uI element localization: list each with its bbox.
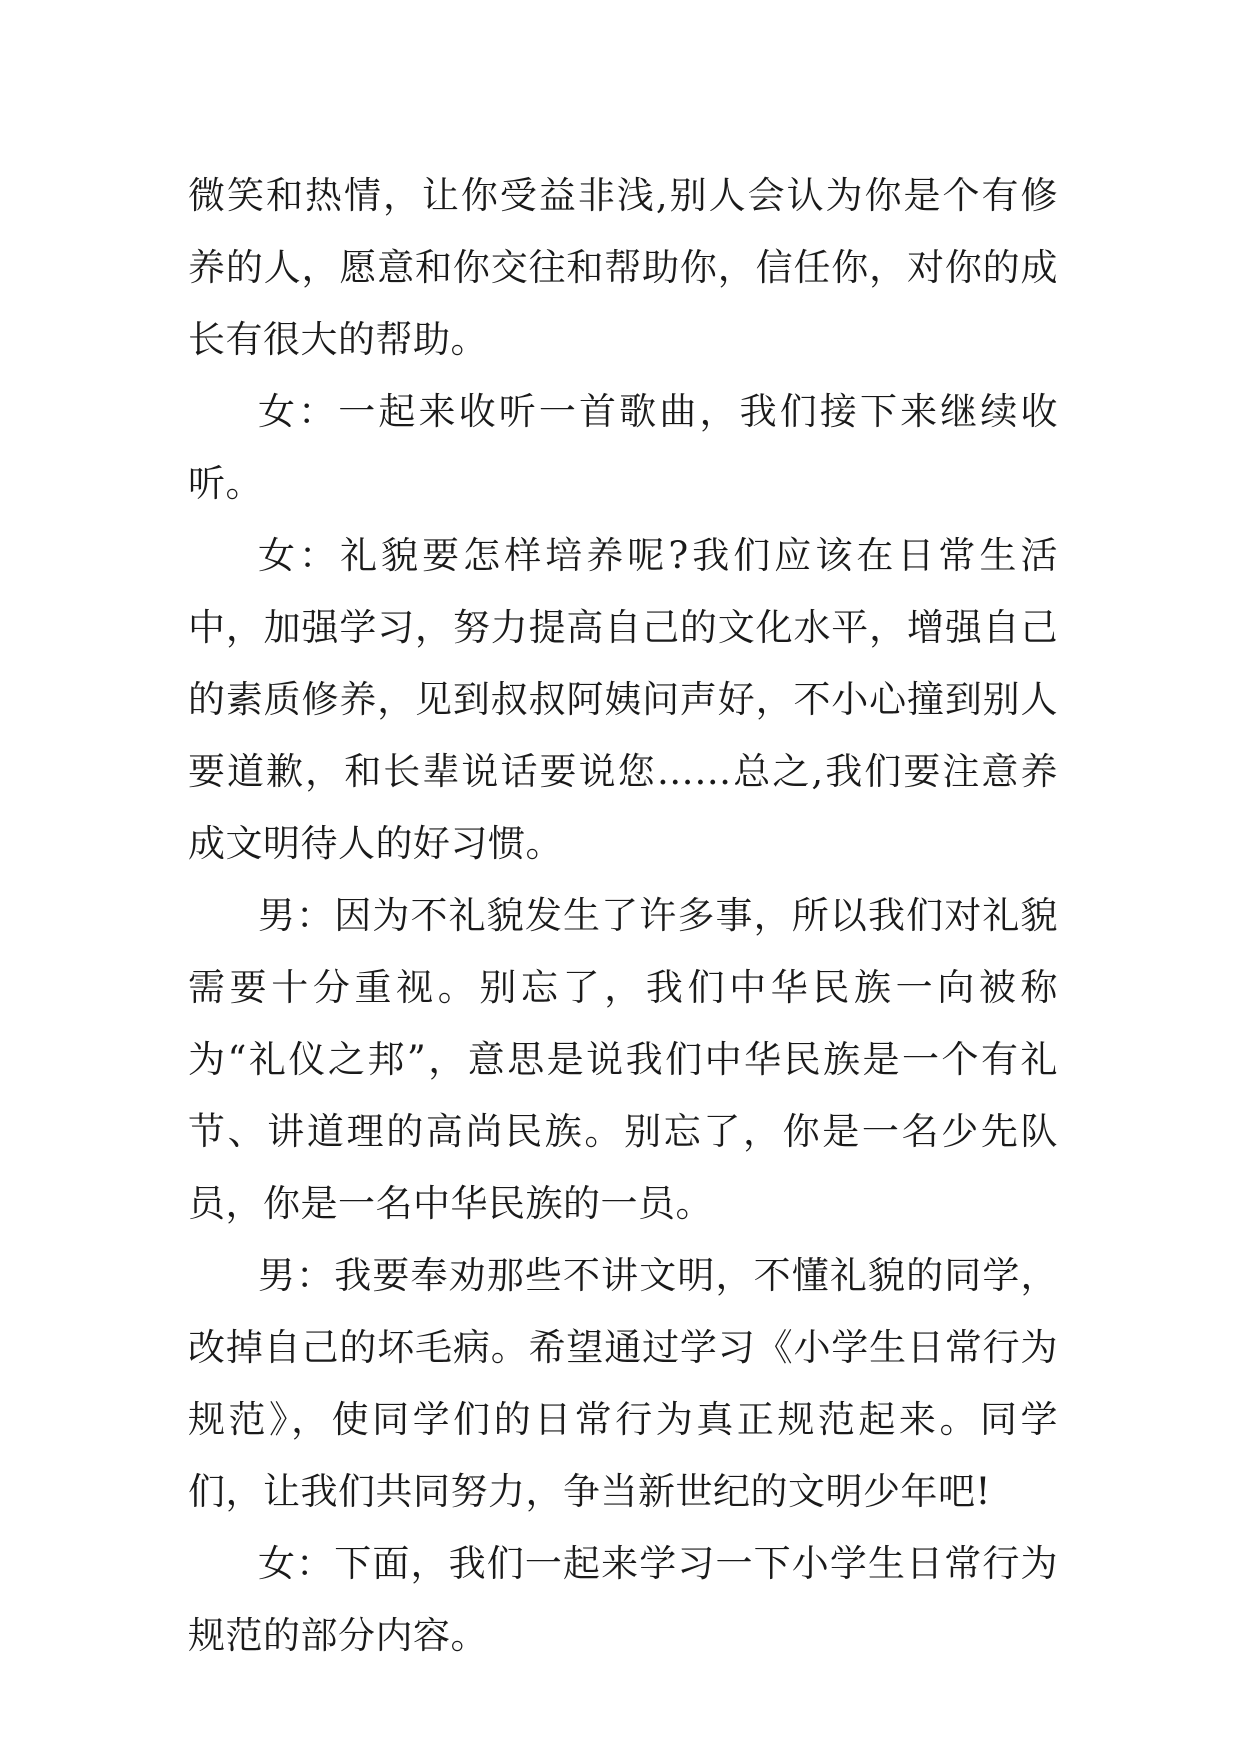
paragraph-male-advice: 男：我要奉劝那些不讲文明，不懂礼貌的同学，改掉自己的坏毛病。希望通过学习《小学生日常行为规范》，使同学们的日常行为真正规范起来。同学们，让我们共同努力，争当新世纪的文明少年吧! bbox=[188, 1254, 1058, 1513]
paragraph-female-song: 女：一起来收听一首歌曲，我们接下来继续收听。 bbox=[188, 390, 1058, 505]
paragraph-female-rules: 女：下面，我们一起来学习一下小学生日常行为规范的部分内容。 bbox=[188, 1542, 1058, 1657]
paragraph-male-etiquette: 男：因为不礼貌发生了许多事，所以我们对礼貌需要十分重视。别忘了，我们中华民族一向被称为“礼仪之邦”，意思是说我们中华民族是一个有礼节、讲道理的高尚民族。别忘了，你是一名少先队员，你是一名中华民族的一员。 bbox=[188, 894, 1058, 1225]
paragraph-female-manners: 女：礼貌要怎样培养呢?我们应该在日常生活中，加强学习，努力提高自己的文化水平，增强自己的素质修养，见到叔叔阿姨问声好，不小心撞到别人要道歉，和长辈说话要说您……总之,我们要注意养成文明待人的好习惯。 bbox=[188, 534, 1058, 865]
document-body bbox=[188, 160, 1058, 1672]
paragraph-continuation: 微笑和热情，让你受益非浅,别人会认为你是个有修养的人，愿意和你交往和帮助你，信任你，对你的成长有很大的帮助。 bbox=[188, 174, 1058, 361]
